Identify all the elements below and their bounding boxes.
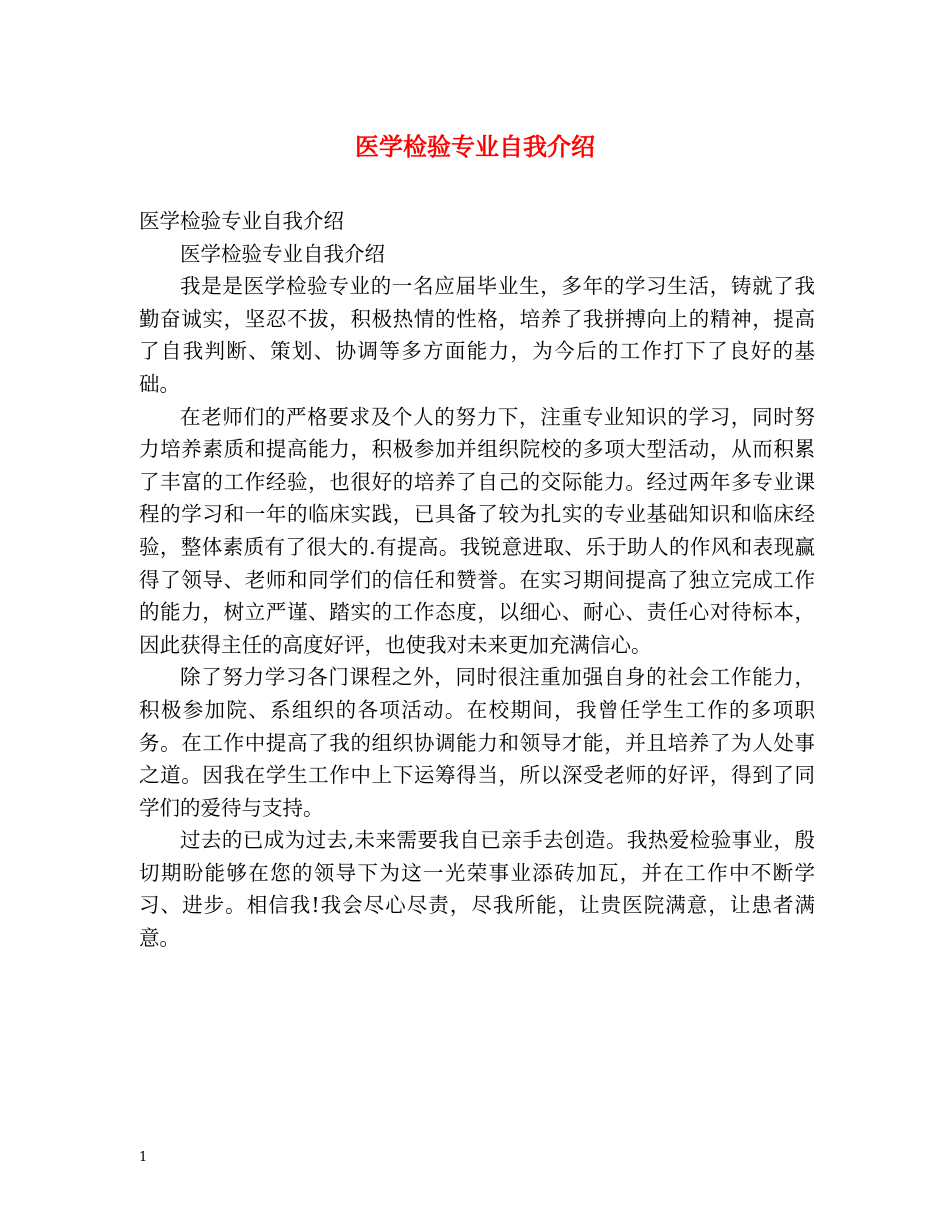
paragraph-closing: 过去的已成为过去,未来需要我自已亲手去创造。我热爱检验事业，殷切期盼能够在您的领导下为这一光荣事业添砖加瓦，并在工作中不断学习、进步。相信我!我会尽心尽责，尽我所能，让贵医院满意，让患者满意。 [139, 828, 815, 951]
subtitle-line: 医学检验专业自我介绍 [139, 209, 344, 233]
page-title: 医学检验专业自我介绍 [355, 132, 595, 161]
paragraph-study: 在老师们的严格要求及个人的努力下，注重专业知识的学习，同时努力培养素质和提高能力，积极参加并组织院校的多项大型活动，从而积累了丰富的工作经验，也很好的培养了自己的交际能力。经过两年多专业课程的学习和一年的临床实践，已具备了较为扎实的专业基础知识和临床经验，整体素质有了很大的.有提高。我锐意进取、乐于助人的作风和表现赢得了领导、老师和同学们的信任和赞誉。在实习期间提高了独立完成工作的能力，树立严谨、踏实的工作态度，以细心、耐心、责任心对待标本，因此获得主任的高度好评，也使我对未来更加充满信心。 [139, 404, 815, 657]
paragraph-intro: 我是是医学检验专业的一名应届毕业生，多年的学习生活，铸就了我勤奋诚实，坚忍不拔，积极热情的性格，培养了我拼搏向上的精神，提高了自我判断、策划、协调等多方面能力，为今后的工作打下了良好的基础。 [139, 274, 815, 396]
document-body [139, 205, 815, 955]
page-number: 1 [139, 1150, 148, 1165]
paragraph-activities: 除了努力学习各门课程之外，同时很注重加强自身的社会工作能力，积极参加院、系组织的各项活动。在校期间，我曾任学生工作的多项职务。在工作中提高了我的组织协调能力和领导才能，并且培养了为人处事之道。因我在学生工作中上下运筹得当，所以深受老师的好评，得到了同学们的爱待与支持。 [139, 665, 815, 820]
paragraph-heading: 医学检验专业自我介绍 [180, 241, 385, 266]
